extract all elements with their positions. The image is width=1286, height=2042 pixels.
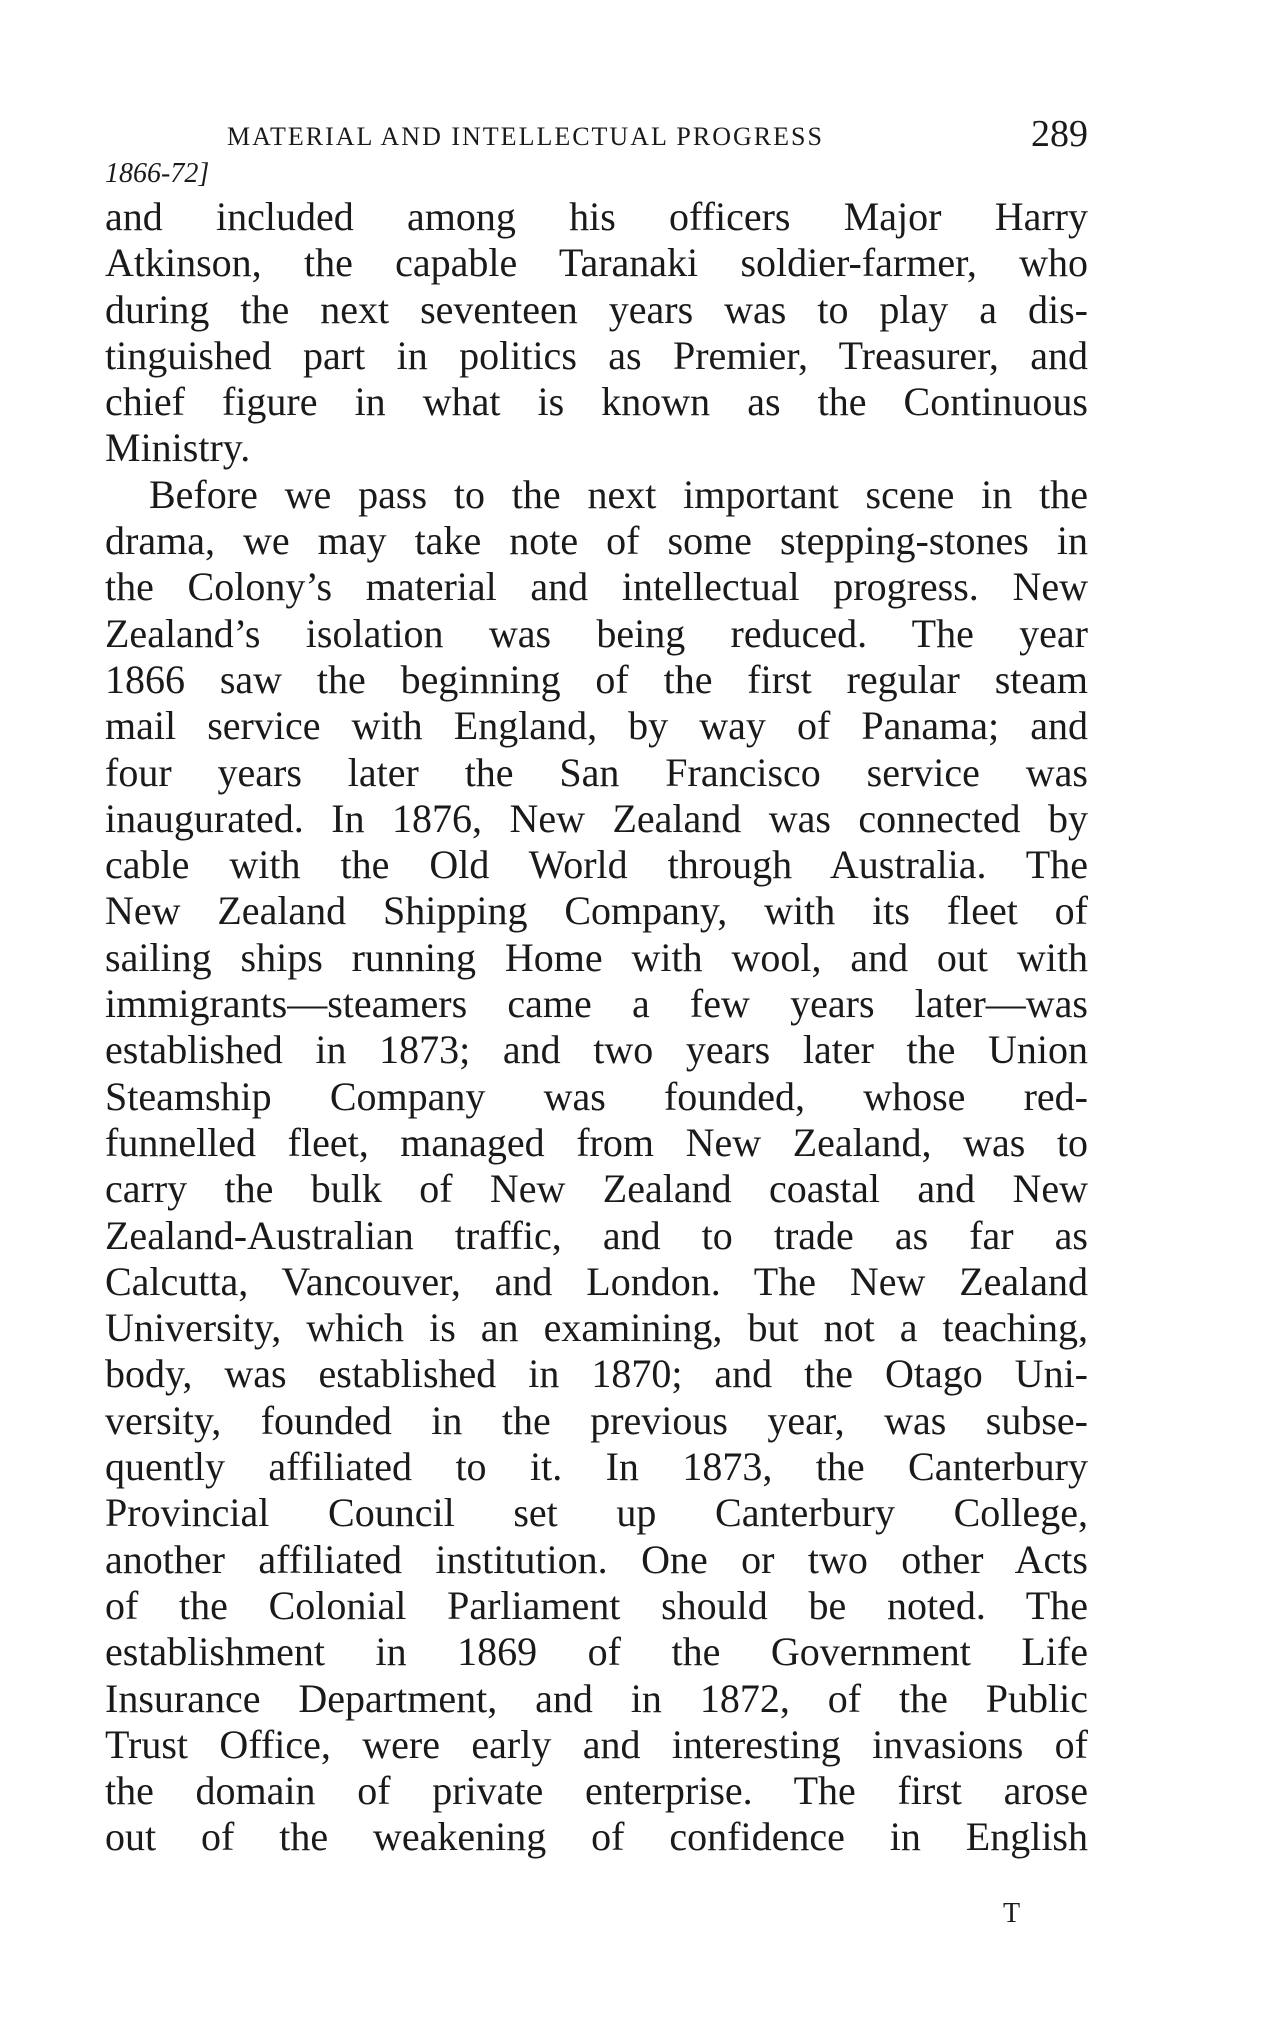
text-line: Steamship Company was founded, whose red- bbox=[105, 1073, 1088, 1119]
text-line: Ministry. bbox=[105, 425, 251, 471]
text-line: Zealand-Australian traffic, and to trade as far as bbox=[105, 1212, 1088, 1258]
text-line: four years later the San Francisco service was bbox=[105, 749, 1088, 795]
body-text bbox=[105, 194, 1088, 1861]
text-line: sailing ships running Home with wool, and out with bbox=[105, 934, 1088, 980]
text-line: Before we pass to the next important scene in the bbox=[149, 471, 1088, 517]
text-line: Trust Office, were early and interesting invasions of bbox=[105, 1721, 1088, 1767]
text-line: Calcutta, Vancouver, and London. The New Zealand bbox=[105, 1258, 1088, 1304]
text-line: immigrants—steamers came a few years later—was bbox=[105, 981, 1088, 1027]
text-line: inaugurated. In 1876, New Zealand was connected by bbox=[105, 795, 1088, 841]
text-line: carry the bulk of New Zealand coastal and New bbox=[105, 1166, 1088, 1212]
text-line: establishment in 1869 of the Government Life bbox=[105, 1629, 1088, 1675]
text-line: tinguished part in politics as Premier, Treasurer, and bbox=[105, 332, 1088, 378]
text-line: out of the weakening of confidence in English bbox=[105, 1814, 1088, 1860]
text-line: quently affiliated to it. In 1873, the Canterbury bbox=[105, 1444, 1088, 1490]
page-number: 289 bbox=[1031, 113, 1088, 155]
running-title: MATERIAL AND INTELLECTUAL PROGRESS bbox=[227, 122, 824, 151]
text-line: established in 1873; and two years later the Union bbox=[105, 1027, 1088, 1073]
signature-mark: T bbox=[1003, 1898, 1021, 1929]
text-line: funnelled fleet, managed from New Zealand, was to bbox=[105, 1119, 1088, 1165]
text-line: drama, we may take note of some stepping-stones in bbox=[105, 518, 1088, 564]
text-line: Zealand’s isolation was being reduced. The year bbox=[105, 610, 1088, 656]
text-line: and included among his officers Major Harry bbox=[105, 194, 1088, 239]
text-line: the Colony’s material and intellectual progress. New bbox=[105, 564, 1088, 610]
running-head bbox=[105, 112, 1088, 158]
text-line: Provincial Council set up Canterbury College, bbox=[105, 1490, 1088, 1536]
text-line: University, which is an examining, but not a teaching, bbox=[105, 1305, 1088, 1351]
text-line: New Zealand Shipping Company, with its fleet of bbox=[105, 888, 1088, 934]
text-line: body, was established in 1870; and the Otago Uni- bbox=[105, 1351, 1088, 1397]
text-line: during the next seventeen years was to play a dis- bbox=[105, 286, 1088, 332]
text-line: chief figure in what is known as the Continuous bbox=[105, 379, 1088, 425]
text-line: 1866 saw the beginning of the first regular steam bbox=[105, 656, 1088, 702]
date-range: 1866-72] bbox=[105, 158, 210, 189]
text-line: Atkinson, the capable Taranaki soldier-farmer, who bbox=[105, 240, 1088, 286]
text-line: the domain of private enterprise. The first arose bbox=[105, 1768, 1088, 1814]
text-line: another affiliated institution. One or two other Acts bbox=[105, 1536, 1088, 1582]
text-line: of the Colonial Parliament should be noted. The bbox=[105, 1582, 1088, 1628]
text-line: cable with the Old World through Australia. The bbox=[105, 842, 1088, 888]
text-line: Insurance Department, and in 1872, of the Public bbox=[105, 1675, 1088, 1721]
text-line: versity, founded in the previous year, was subse- bbox=[105, 1397, 1088, 1443]
text-line: mail service with England, by way of Panama; and bbox=[105, 703, 1088, 749]
